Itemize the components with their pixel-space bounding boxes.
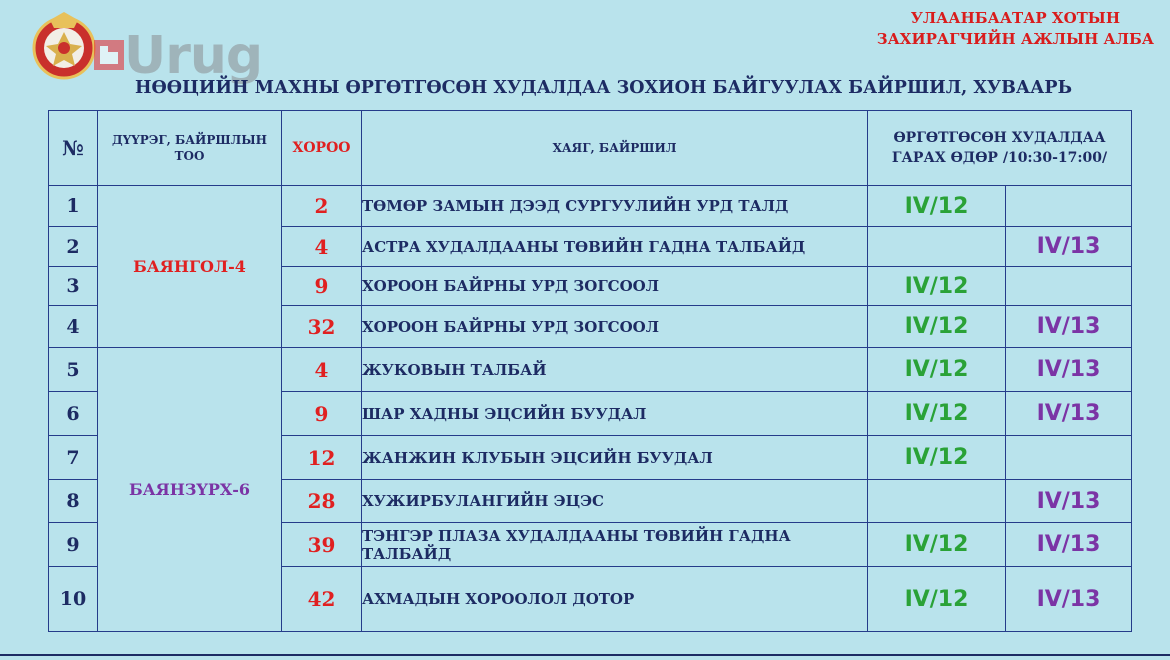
page-title: НӨӨЦИЙН МАХНЫ ӨРГӨТГӨСӨН ХУДАЛДАА ЗОХИОН БАЙГУУЛАХ БАЙРШИЛ, ХУВААРЬ: [135, 78, 1073, 98]
district-cell: БАЯНГОЛ-4: [98, 186, 282, 348]
table-header-row: [49, 111, 1132, 186]
row-number: 1: [49, 186, 98, 227]
header-number: №: [49, 111, 98, 186]
date-cell-13: IV/13: [1006, 348, 1132, 392]
date-cell-12: IV/12: [868, 436, 1006, 480]
date-cell-12: IV/12: [868, 267, 1006, 306]
date-cell-12: IV/12: [868, 348, 1006, 392]
date-cell-12: [868, 227, 1006, 267]
table-row: [49, 348, 1132, 392]
header-dates-line-2: ГАРАХ ӨДӨР /10:30-17:00/: [891, 150, 1108, 166]
khoroo-cell: 39: [282, 523, 362, 567]
header-khoroo: ХОРОО: [282, 111, 362, 186]
address-cell: АСТРА ХУДАЛДААНЫ ТӨВИЙН ГАДНА ТАЛБАЙД: [362, 227, 868, 267]
schedule-table: [48, 110, 1132, 632]
address-cell: ТЭНГЭР ПЛАЗА ХУДАЛДААНЫ ТӨВИЙН ГАДНА ТАЛБАЙД: [362, 523, 868, 567]
date-cell-12: IV/12: [868, 523, 1006, 567]
date-cell-13: IV/13: [1006, 306, 1132, 348]
khoroo-cell: 4: [282, 348, 362, 392]
date-cell-13: [1006, 267, 1132, 306]
khoroo-cell: 28: [282, 480, 362, 523]
watermark-text: Urug: [124, 26, 263, 86]
organization-name: [877, 8, 1154, 50]
address-cell: ТӨМӨР ЗАМЫН ДЭЭД СУРГУУЛИЙН УРД ТАЛД: [362, 186, 868, 227]
date-cell-13: [1006, 186, 1132, 227]
row-number: 7: [49, 436, 98, 480]
header-address: ХАЯГ, БАЙРШИЛ: [362, 111, 868, 186]
address-cell: ХОРООН БАЙРНЫ УРД ЗОГСООЛ: [362, 306, 868, 348]
address-cell: ШАР ХАДНЫ ЭЦСИЙН БУУДАЛ: [362, 392, 868, 436]
address-cell: ХУЖИРБУЛАНГИЙН ЭЦЭС: [362, 480, 868, 523]
row-number: 3: [49, 267, 98, 306]
address-cell: ЖУКОВЫН ТАЛБАЙ: [362, 348, 868, 392]
date-cell-12: IV/12: [868, 306, 1006, 348]
khoroo-cell: 42: [282, 567, 362, 632]
bottom-divider: [0, 654, 1170, 656]
khoroo-cell: 9: [282, 267, 362, 306]
header-district: ДҮҮРЭГ, БАЙРШЛЫН ТОО: [98, 111, 282, 186]
date-cell-13: IV/13: [1006, 480, 1132, 523]
row-number: 8: [49, 480, 98, 523]
date-cell-13: IV/13: [1006, 523, 1132, 567]
khoroo-cell: 12: [282, 436, 362, 480]
organization-line-1: УЛААНБААТАР ХОТЫН: [910, 9, 1120, 27]
date-cell-13: IV/13: [1006, 567, 1132, 632]
organization-line-2: ЗАХИРАГЧИЙН АЖЛЫН АЛБА: [876, 30, 1154, 48]
address-cell: ЖАНЖИН КЛУБЫН ЭЦСИЙН БУУДАЛ: [362, 436, 868, 480]
row-number: 9: [49, 523, 98, 567]
address-cell: ХОРООН БАЙРНЫ УРД ЗОГСООЛ: [362, 267, 868, 306]
date-cell-13: [1006, 436, 1132, 480]
date-cell-13: IV/13: [1006, 227, 1132, 267]
row-number: 4: [49, 306, 98, 348]
header-dates: [868, 111, 1132, 186]
header-dates-line-1: ӨРГӨТГӨСӨН ХУДАЛДАА: [893, 130, 1106, 146]
khoroo-cell: 4: [282, 227, 362, 267]
date-cell-12: [868, 480, 1006, 523]
row-number: 10: [49, 567, 98, 632]
date-cell-13: IV/13: [1006, 392, 1132, 436]
khoroo-cell: 9: [282, 392, 362, 436]
date-cell-12: IV/12: [868, 392, 1006, 436]
khoroo-cell: 2: [282, 186, 362, 227]
row-number: 5: [49, 348, 98, 392]
date-cell-12: IV/12: [868, 186, 1006, 227]
date-cell-12: IV/12: [868, 567, 1006, 632]
row-number: 2: [49, 227, 98, 267]
address-cell: АХМАДЫН ХОРООЛОЛ ДОТОР: [362, 567, 868, 632]
khoroo-cell: 32: [282, 306, 362, 348]
table-row: [49, 186, 1132, 227]
row-number: 6: [49, 392, 98, 436]
district-cell: БАЯНЗҮРХ-6: [98, 348, 282, 632]
